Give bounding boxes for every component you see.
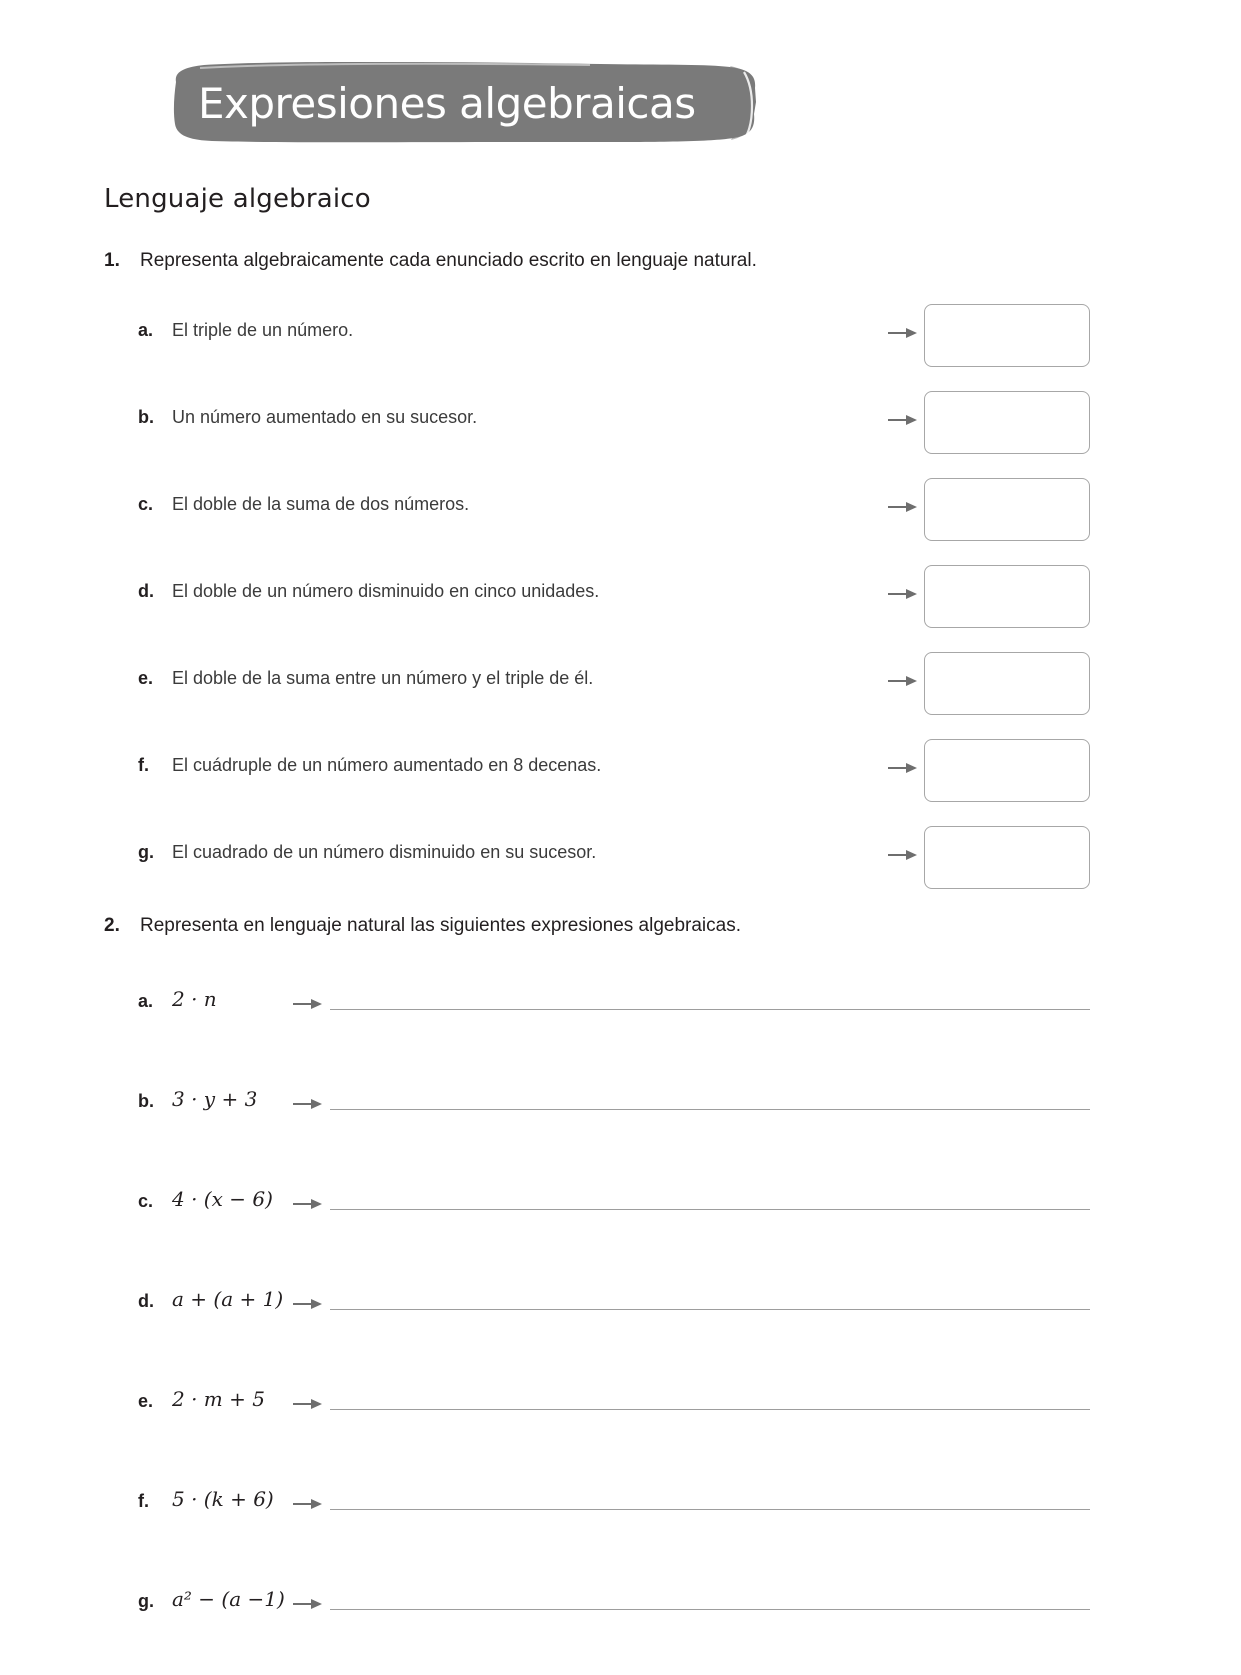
item-expression: a² − (a −1) bbox=[172, 1587, 285, 1611]
item-letter: e. bbox=[138, 668, 154, 688]
item-text: El doble de un número disminuido en cinco unidades. bbox=[172, 581, 600, 601]
arrow-right-icon bbox=[888, 587, 918, 601]
answer-line[interactable] bbox=[330, 1209, 1090, 1210]
item-letter: d. bbox=[138, 581, 154, 601]
item-expression: 4 · (x − 6) bbox=[172, 1187, 273, 1211]
list-item bbox=[0, 1375, 1241, 1475]
exercise-2-number: 2. bbox=[104, 915, 120, 936]
banner-title: Expresiones algebraicas bbox=[198, 78, 696, 128]
exercise-2-items bbox=[0, 975, 1241, 1675]
list-item bbox=[0, 565, 1241, 652]
list-item bbox=[0, 826, 1241, 913]
exercise-1-prompt: Representa algebraicamente cada enunciado escrito en lenguaje natural. bbox=[140, 250, 757, 271]
arrow-right-icon bbox=[293, 1497, 323, 1511]
arrow-right-icon bbox=[888, 500, 918, 514]
item-expression: 2 · m + 5 bbox=[172, 1387, 265, 1411]
list-item bbox=[0, 391, 1241, 478]
item-text: El doble de la suma entre un número y el triple de él. bbox=[172, 668, 594, 688]
item-letter: a. bbox=[138, 320, 154, 340]
list-item bbox=[0, 1475, 1241, 1575]
exercise-2 bbox=[0, 915, 1241, 1675]
item-text: El cuadrado de un número disminuido en su sucesor. bbox=[172, 842, 597, 862]
list-item bbox=[0, 652, 1241, 739]
item-letter: f. bbox=[138, 1491, 149, 1511]
title-banner bbox=[170, 62, 758, 144]
item-letter: g. bbox=[138, 1591, 154, 1611]
list-item bbox=[0, 739, 1241, 826]
item-letter: b. bbox=[138, 407, 154, 427]
list-item bbox=[0, 304, 1241, 391]
item-letter: d. bbox=[138, 1291, 154, 1311]
item-expression: a + (a + 1) bbox=[172, 1287, 284, 1311]
exercise-1 bbox=[0, 250, 1241, 913]
item-letter: c. bbox=[138, 1191, 154, 1211]
exercise-1-items bbox=[0, 304, 1241, 913]
exercise-1-number: 1. bbox=[104, 250, 120, 271]
list-item bbox=[0, 478, 1241, 565]
item-letter: b. bbox=[138, 1091, 154, 1111]
item-expression: 2 · n bbox=[172, 987, 217, 1011]
list-item bbox=[0, 1175, 1241, 1275]
answer-line[interactable] bbox=[330, 1509, 1090, 1510]
item-expression: 5 · (k + 6) bbox=[172, 1487, 274, 1511]
section-heading: Lenguaje algebraico bbox=[104, 184, 371, 214]
list-item bbox=[0, 1275, 1241, 1375]
list-item bbox=[0, 1575, 1241, 1675]
list-item bbox=[0, 1075, 1241, 1175]
answer-box[interactable] bbox=[924, 739, 1090, 802]
exercise-2-prompt: Representa en lenguaje natural las siguientes expresiones algebraicas. bbox=[140, 915, 741, 936]
answer-box[interactable] bbox=[924, 478, 1090, 541]
item-text: El triple de un número. bbox=[172, 320, 354, 340]
exercise-1-header bbox=[0, 250, 1241, 284]
item-letter: c. bbox=[138, 494, 154, 514]
answer-box[interactable] bbox=[924, 826, 1090, 889]
arrow-right-icon bbox=[293, 997, 323, 1011]
item-letter: g. bbox=[138, 842, 154, 862]
item-letter: e. bbox=[138, 1391, 154, 1411]
answer-box[interactable] bbox=[924, 304, 1090, 367]
item-text: Un número aumentado en su sucesor. bbox=[172, 407, 478, 427]
item-letter: a. bbox=[138, 991, 154, 1011]
answer-box[interactable] bbox=[924, 652, 1090, 715]
answer-line[interactable] bbox=[330, 1409, 1090, 1410]
arrow-right-icon bbox=[888, 674, 918, 688]
answer-line[interactable] bbox=[330, 1609, 1090, 1610]
arrow-right-icon bbox=[293, 1197, 323, 1211]
arrow-right-icon bbox=[888, 413, 918, 427]
list-item bbox=[0, 975, 1241, 1075]
arrow-right-icon bbox=[293, 1597, 323, 1611]
answer-box[interactable] bbox=[924, 391, 1090, 454]
answer-box[interactable] bbox=[924, 565, 1090, 628]
arrow-right-icon bbox=[888, 326, 918, 340]
arrow-right-icon bbox=[293, 1097, 323, 1111]
arrow-right-icon bbox=[293, 1397, 323, 1411]
arrow-right-icon bbox=[888, 761, 918, 775]
answer-line[interactable] bbox=[330, 1109, 1090, 1110]
exercise-2-header bbox=[0, 915, 1241, 949]
item-expression: 3 · y + 3 bbox=[172, 1087, 258, 1111]
item-text: El doble de la suma de dos números. bbox=[172, 494, 470, 514]
answer-line[interactable] bbox=[330, 1309, 1090, 1310]
item-letter: f. bbox=[138, 755, 149, 775]
arrow-right-icon bbox=[888, 848, 918, 862]
answer-line[interactable] bbox=[330, 1009, 1090, 1010]
arrow-right-icon bbox=[293, 1297, 323, 1311]
item-text: El cuádruple de un número aumentado en 8 decenas. bbox=[172, 755, 602, 775]
